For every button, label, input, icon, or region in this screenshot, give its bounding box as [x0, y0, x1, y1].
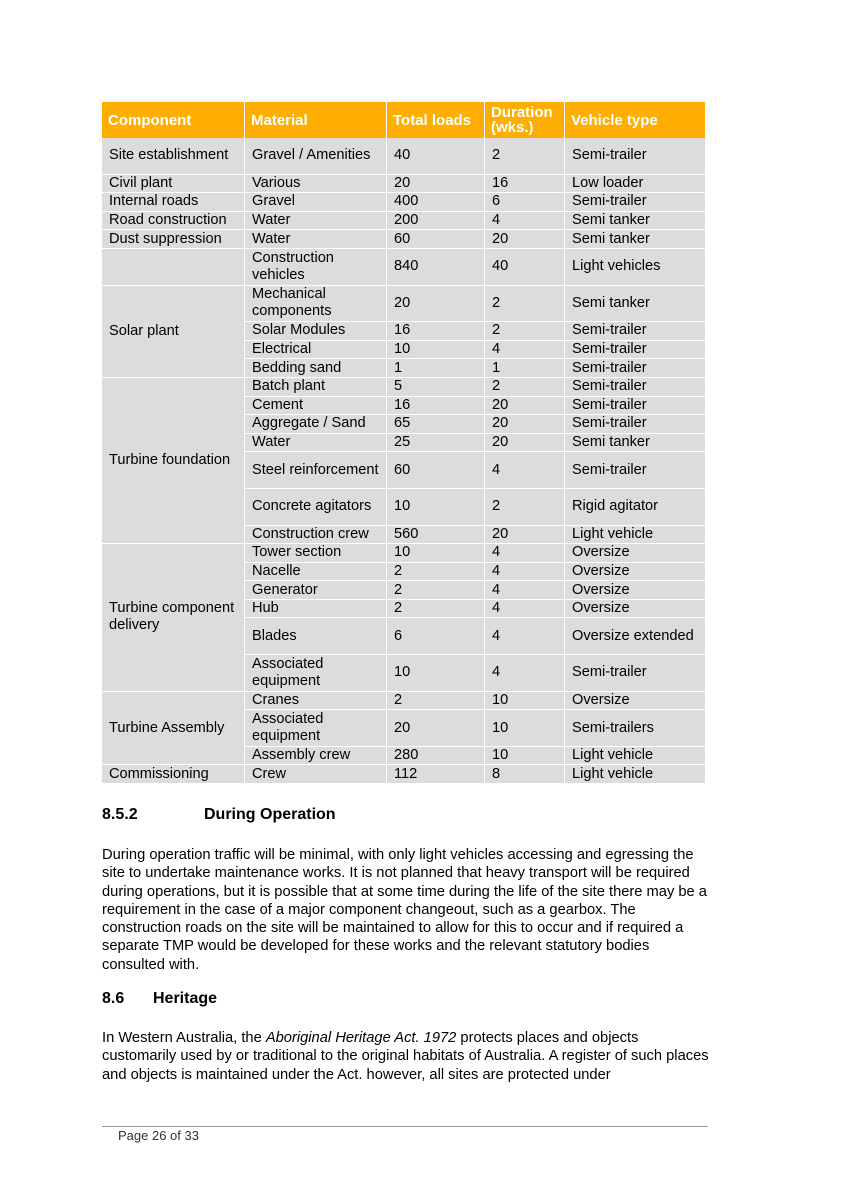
material-cell: Various: [245, 175, 387, 194]
vehicle-type-cell: Semi-trailer: [565, 655, 705, 692]
vehicle-type-cell: Oversize: [565, 600, 705, 619]
section-852-paragraph: During operation traffic will be minimal, with only light vehicles accessing and egressing the site to undertake maintenance works. It is not planned that heavy transport will be required during operations, but it is possible that at some time during the life of the site there may be a requirement in the case of a major component changeout, such as a gearbox. The construction roads on the site will be maintained to allow for this to occur and if required a separate TMP would be developed for these works and the relevant statutory bodies consulted with.: [102, 847, 707, 973]
material-cell: Construction vehicles: [245, 249, 387, 286]
table-row: [102, 378, 705, 397]
duration-cell: 2: [485, 286, 565, 323]
duration-cell: 16: [485, 175, 565, 194]
material-cell: Assembly crew: [245, 747, 387, 766]
header-component: Component: [102, 102, 245, 138]
total-loads-cell: 10: [387, 544, 485, 563]
total-loads-cell: 10: [387, 489, 485, 526]
vehicle-type-cell: Semi-trailer: [565, 359, 705, 378]
header-total-loads: Total loads: [387, 102, 485, 138]
material-cell: Generator: [245, 581, 387, 600]
component-cell: Site establishment: [102, 138, 245, 175]
section-86-heading: [102, 990, 217, 1008]
vehicle-type-cell: Oversize extended: [565, 618, 705, 655]
heritage-act-title: Aboriginal Heritage Act. 1972: [265, 1030, 457, 1046]
material-cell: Steel reinforcement: [245, 452, 387, 489]
table-row: [102, 175, 705, 194]
duration-cell: 4: [485, 581, 565, 600]
duration-cell: 8: [485, 765, 565, 784]
duration-cell: 4: [485, 452, 565, 489]
section-852-number: 8.5.2: [102, 806, 138, 823]
total-loads-cell: 60: [387, 452, 485, 489]
duration-cell: 4: [485, 600, 565, 619]
section-852-heading: [102, 806, 336, 824]
footer-divider: [102, 1126, 708, 1127]
component-cell: Road construction: [102, 212, 245, 231]
component-cell: Turbine component delivery: [102, 544, 245, 692]
duration-cell: 2: [485, 138, 565, 175]
section-86-title: Heritage: [153, 990, 218, 1007]
vehicle-type-cell: Light vehicle: [565, 526, 705, 545]
vehicle-type-cell: Semi-trailer: [565, 452, 705, 489]
vehicle-type-cell: Semi-trailer: [565, 193, 705, 212]
total-loads-cell: 10: [387, 655, 485, 692]
header-vehicle-type: Vehicle type: [565, 102, 705, 138]
duration-cell: 4: [485, 563, 565, 582]
material-cell: Water: [245, 230, 387, 249]
page-number: Page 26 of 33: [118, 1128, 199, 1143]
duration-cell: 10: [485, 692, 565, 711]
total-loads-cell: 560: [387, 526, 485, 545]
material-cell: Tower section: [245, 544, 387, 563]
total-loads-cell: 65: [387, 415, 485, 434]
material-cell: Batch plant: [245, 378, 387, 397]
vehicle-type-cell: Semi-trailer: [565, 415, 705, 434]
component-cell: Commissioning: [102, 765, 245, 784]
total-loads-cell: 16: [387, 322, 485, 341]
vehicle-type-cell: Semi tanker: [565, 230, 705, 249]
material-cell: Crew: [245, 765, 387, 784]
material-cell: Gravel / Amenities: [245, 138, 387, 175]
vehicle-type-cell: Light vehicle: [565, 747, 705, 766]
total-loads-cell: 280: [387, 747, 485, 766]
duration-cell: 10: [485, 710, 565, 747]
total-loads-cell: 40: [387, 138, 485, 175]
total-loads-cell: 20: [387, 286, 485, 323]
table-header-row: [102, 102, 705, 138]
total-loads-cell: 16: [387, 397, 485, 416]
total-loads-cell: 20: [387, 175, 485, 194]
vehicle-type-cell: Oversize: [565, 581, 705, 600]
duration-cell: 2: [485, 378, 565, 397]
total-loads-cell: 5: [387, 378, 485, 397]
section-86-text-before: In Western Australia, the: [102, 1030, 266, 1046]
total-loads-cell: 2: [387, 563, 485, 582]
duration-cell: 6: [485, 193, 565, 212]
table-row: [102, 692, 705, 711]
total-loads-cell: 2: [387, 600, 485, 619]
total-loads-cell: 20: [387, 710, 485, 747]
table-row: [102, 230, 705, 249]
component-cell: Turbine Assembly: [102, 692, 245, 766]
table-row: [102, 249, 705, 286]
component-cell: [102, 249, 245, 286]
vehicle-type-cell: Semi-trailer: [565, 378, 705, 397]
material-cell: Construction crew: [245, 526, 387, 545]
material-cell: Nacelle: [245, 563, 387, 582]
component-cell: Dust suppression: [102, 230, 245, 249]
material-cell: Bedding sand: [245, 359, 387, 378]
material-cell: Mechanical components: [245, 286, 387, 323]
duration-cell: 4: [485, 544, 565, 563]
section-86-paragraph: [102, 1029, 712, 1084]
component-cell: Turbine foundation: [102, 378, 245, 544]
total-loads-cell: 2: [387, 692, 485, 711]
component-cell: Solar plant: [102, 286, 245, 378]
total-loads-cell: 25: [387, 434, 485, 453]
duration-cell: 40: [485, 249, 565, 286]
duration-cell: 20: [485, 397, 565, 416]
total-loads-cell: 2: [387, 581, 485, 600]
table-row: [102, 138, 705, 175]
vehicle-type-cell: Semi tanker: [565, 434, 705, 453]
duration-cell: 4: [485, 618, 565, 655]
duration-cell: 10: [485, 747, 565, 766]
table-row: [102, 193, 705, 212]
header-material: Material: [245, 102, 387, 138]
total-loads-cell: 1: [387, 359, 485, 378]
total-loads-cell: 112: [387, 765, 485, 784]
duration-cell: 4: [485, 212, 565, 231]
vehicle-type-cell: Light vehicles: [565, 249, 705, 286]
table-body: [102, 138, 705, 784]
total-loads-cell: 400: [387, 193, 485, 212]
material-cell: Blades: [245, 618, 387, 655]
material-cell: Electrical: [245, 341, 387, 360]
material-cell: Associated equipment: [245, 655, 387, 692]
material-cell: Solar Modules: [245, 322, 387, 341]
material-cell: Cranes: [245, 692, 387, 711]
vehicle-type-cell: Semi-trailer: [565, 341, 705, 360]
vehicle-type-cell: Semi-trailers: [565, 710, 705, 747]
material-cell: Aggregate / Sand: [245, 415, 387, 434]
vehicle-type-cell: Semi-trailer: [565, 138, 705, 175]
section-86-number: 8.6: [102, 990, 125, 1007]
total-loads-cell: 840: [387, 249, 485, 286]
section-852-title: During Operation: [204, 806, 336, 823]
vehicle-type-cell: Oversize: [565, 544, 705, 563]
duration-cell: 1: [485, 359, 565, 378]
transport-loads-table: [102, 102, 705, 784]
vehicle-type-cell: Rigid agitator: [565, 489, 705, 526]
component-cell: Internal roads: [102, 193, 245, 212]
material-cell: Water: [245, 434, 387, 453]
vehicle-type-cell: Low loader: [565, 175, 705, 194]
duration-cell: 2: [485, 322, 565, 341]
vehicle-type-cell: Oversize: [565, 563, 705, 582]
table-row: [102, 212, 705, 231]
vehicle-type-cell: Semi-trailer: [565, 397, 705, 416]
material-cell: Water: [245, 212, 387, 231]
duration-cell: 2: [485, 489, 565, 526]
table-row: [102, 544, 705, 563]
duration-cell: 20: [485, 230, 565, 249]
total-loads-cell: 200: [387, 212, 485, 231]
material-cell: Gravel: [245, 193, 387, 212]
duration-cell: 20: [485, 434, 565, 453]
section-86-text-after: protects places and objects customarily used by or traditional to the original habitats of Australia. A register of such places and objects is maintained under the Act. however, all sites are protected under: [102, 1030, 709, 1083]
vehicle-type-cell: Oversize: [565, 692, 705, 711]
total-loads-cell: 10: [387, 341, 485, 360]
table-row: [102, 286, 705, 323]
duration-cell: 4: [485, 341, 565, 360]
material-cell: Concrete agitators: [245, 489, 387, 526]
component-cell: Civil plant: [102, 175, 245, 194]
header-duration: Duration (wks.): [485, 102, 565, 138]
duration-cell: 20: [485, 415, 565, 434]
duration-cell: 4: [485, 655, 565, 692]
vehicle-type-cell: Semi-trailer: [565, 322, 705, 341]
vehicle-type-cell: Semi tanker: [565, 212, 705, 231]
table-row: [102, 765, 705, 784]
duration-cell: 20: [485, 526, 565, 545]
material-cell: Hub: [245, 600, 387, 619]
vehicle-type-cell: Light vehicle: [565, 765, 705, 784]
vehicle-type-cell: Semi tanker: [565, 286, 705, 323]
material-cell: Associated equipment: [245, 710, 387, 747]
material-cell: Cement: [245, 397, 387, 416]
total-loads-cell: 60: [387, 230, 485, 249]
total-loads-cell: 6: [387, 618, 485, 655]
